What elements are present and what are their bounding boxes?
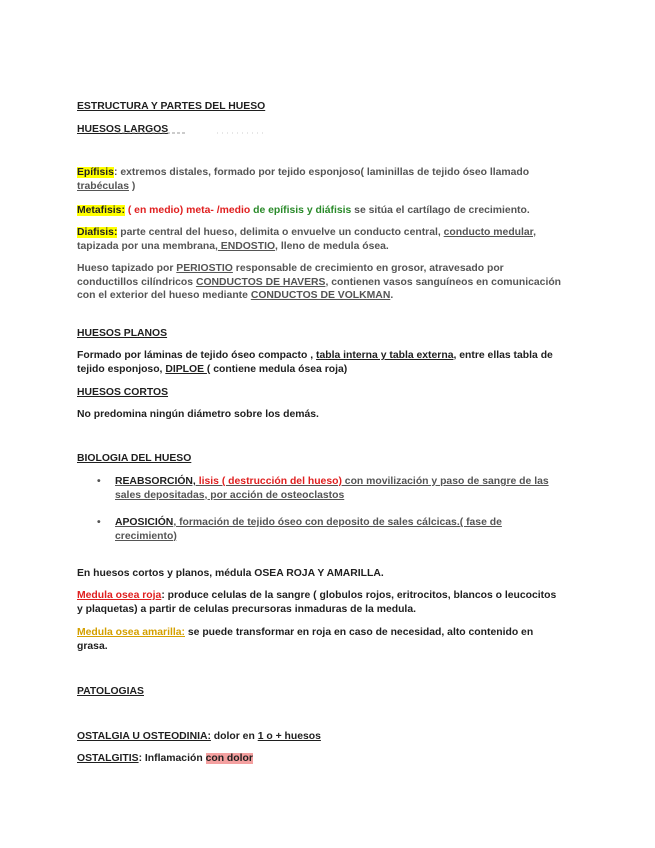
link-endostio: ENDOSTIO	[217, 240, 276, 252]
link-diploe: DIPLOE	[165, 363, 207, 375]
highlight-con-dolor: con dolor	[205, 753, 253, 764]
link-trabeculas: trabéculas	[77, 180, 129, 192]
paragraph-periostio: Hueso tapizado por PERIOSTIO responsable de crecimiento en grosor, atravesado por conductillos cilíndricos CONDUCTOS DE HAVERS, contienen vasos sanguíneos en comunicación con el exterior del hueso mediante CONDUCTOS DE VOLKMAN.	[77, 263, 562, 301]
link-conducto-medular: conducto medular,	[443, 227, 537, 238]
paragraph-epifisis: Epífisis: extremos distales, formado por tejido esponjoso( laminillas de tejido óseo llamado trabéculas )	[77, 167, 530, 192]
paragraph-medula-intro: En huesos cortos y planos, médula OSEA ROJA Y AMARILLA.	[77, 568, 384, 579]
heading-patologias: PATOLOGIAS	[77, 686, 144, 697]
term-metafisis: Metafisis:	[77, 205, 125, 216]
link-tablas: tabla interna y tabla externa	[316, 350, 454, 361]
term-aposicion: APOSICIÓN	[115, 517, 174, 528]
paragraph-cortos: No predomina ningún diámetro sobre los demás.	[77, 409, 319, 420]
document-title: ESTRUCTURA Y PARTES DEL HUESO	[77, 101, 266, 112]
term-reabsorcion: REABSORCIÓN,	[115, 476, 196, 487]
heading-huesos-largos: HUESOS LARGOS	[77, 124, 169, 135]
term-ostalgitis: OSTALGITIS	[77, 753, 139, 764]
term-epifisis: Epífisis	[77, 167, 114, 178]
term-ostalgia: OSTALGIA U OSTEODINIA:	[77, 731, 211, 742]
paragraph-medula-amarilla: Medula osea amarilla: se puede transformar en roja en caso de necesidad, alto contenido en grasa.	[77, 627, 534, 652]
link-havers: CONDUCTOS DE HAVERS	[195, 276, 326, 288]
link-huesos: 1 o + huesos	[257, 731, 321, 742]
heading-biologia: BIOLOGIA DEL HUESO	[77, 453, 192, 464]
paragraph-diafisis: Diafisis: parte central del hueso, delimita o envuelve un conducto central, conducto medular, tapizada por una membrana, ENDOSTIO, lleno de medula ósea.	[77, 227, 537, 252]
link-periostio: PERIOSTIO	[176, 263, 233, 274]
term-medula-roja: Medula osea roja	[77, 590, 162, 601]
bullet: •	[97, 476, 101, 487]
paragraph-planos: Formado por láminas de tejido óseo compacto , tabla interna y tabla externa, entre ellas tabla de tejido esponjoso, DIPLOE ( contiene medula ósea roja)	[77, 350, 553, 375]
bullet: •	[97, 517, 101, 528]
underline-decoration	[117, 131, 267, 135]
paragraph-ostalgitis: OSTALGITIS: Inflamación con dolor	[77, 753, 253, 764]
paragraph-ostalgia: OSTALGIA U OSTEODINIA: dolor en 1 o + huesos	[77, 731, 321, 742]
paragraph-medula-roja: Medula osea roja: produce celulas de la sangre ( globulos rojos, eritrocitos, blancos o leucocitos y plaquetas) a partir de celulas precursoras inmaduras de la medula.	[77, 590, 557, 615]
term-medula-amarilla: Medula osea amarilla:	[77, 627, 185, 638]
heading-huesos-cortos: HUESOS CORTOS	[77, 387, 169, 398]
link-volkman: CONDUCTOS DE VOLKMAN	[250, 290, 391, 301]
paragraph-metafisis: Metafisis: ( en medio) meta- /medio de epífisis y diáfisis se sitúa el cartílago de crecimiento.	[77, 205, 530, 216]
term-diafisis: Diafisis:	[77, 227, 118, 238]
heading-huesos-planos: HUESOS PLANOS	[77, 328, 168, 339]
